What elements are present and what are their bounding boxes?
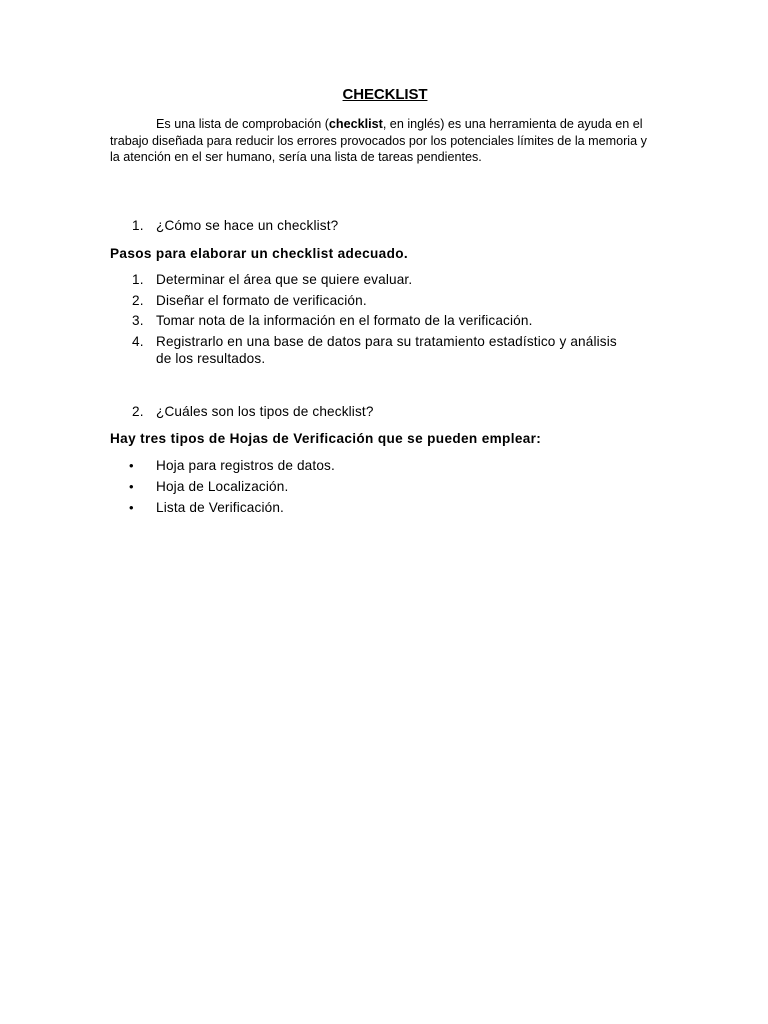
list-number: 3. [132,313,144,328]
types-heading: Hay tres tipos de Hojas de Verificación que se pueden emplear: [110,431,542,446]
question-text: ¿Cómo se hace un checklist? [156,218,339,233]
intro-text-start: Es una lista de comprobación ( [156,117,329,131]
intro-paragraph [110,116,650,166]
question-text: ¿Cuáles son los tipos de checklist? [156,404,374,419]
list-text: Hoja de Localización. [156,479,289,494]
list-text: Registrarlo en una base de datos para su tratamiento estadístico y análisis de los resultados. [156,334,617,366]
list-text: Tomar nota de la información en el formato de la verificación. [156,313,533,328]
steps-heading: Pasos para elaborar un checklist adecuado. [110,246,409,261]
list-text: Determinar el área que se quiere evaluar. [156,272,413,287]
intro-text-end: , en inglés) es una herramienta de ayuda en el trabajo diseñada para reducir los errores provocados por los potenciales límites de la memoria y la atención en el ser humano, sería una lista de tareas pendientes. [110,117,647,164]
bullet-icon: • [129,479,134,494]
list-number: 1. [132,272,144,287]
document-title: CHECKLIST [342,86,428,103]
list-number: 4. [132,334,144,349]
list-number: 2. [132,293,144,308]
list-text: Diseñar el formato de verificación. [156,293,367,308]
question-number: 2. [132,404,144,419]
question-number: 1. [132,218,144,233]
intro-bold-term: checklist [328,117,383,131]
list-text: Hoja para registros de datos. [156,458,335,473]
list-text: Lista de Verificación. [156,500,284,515]
bullet-icon: • [129,500,134,515]
bullet-icon: • [129,458,134,473]
